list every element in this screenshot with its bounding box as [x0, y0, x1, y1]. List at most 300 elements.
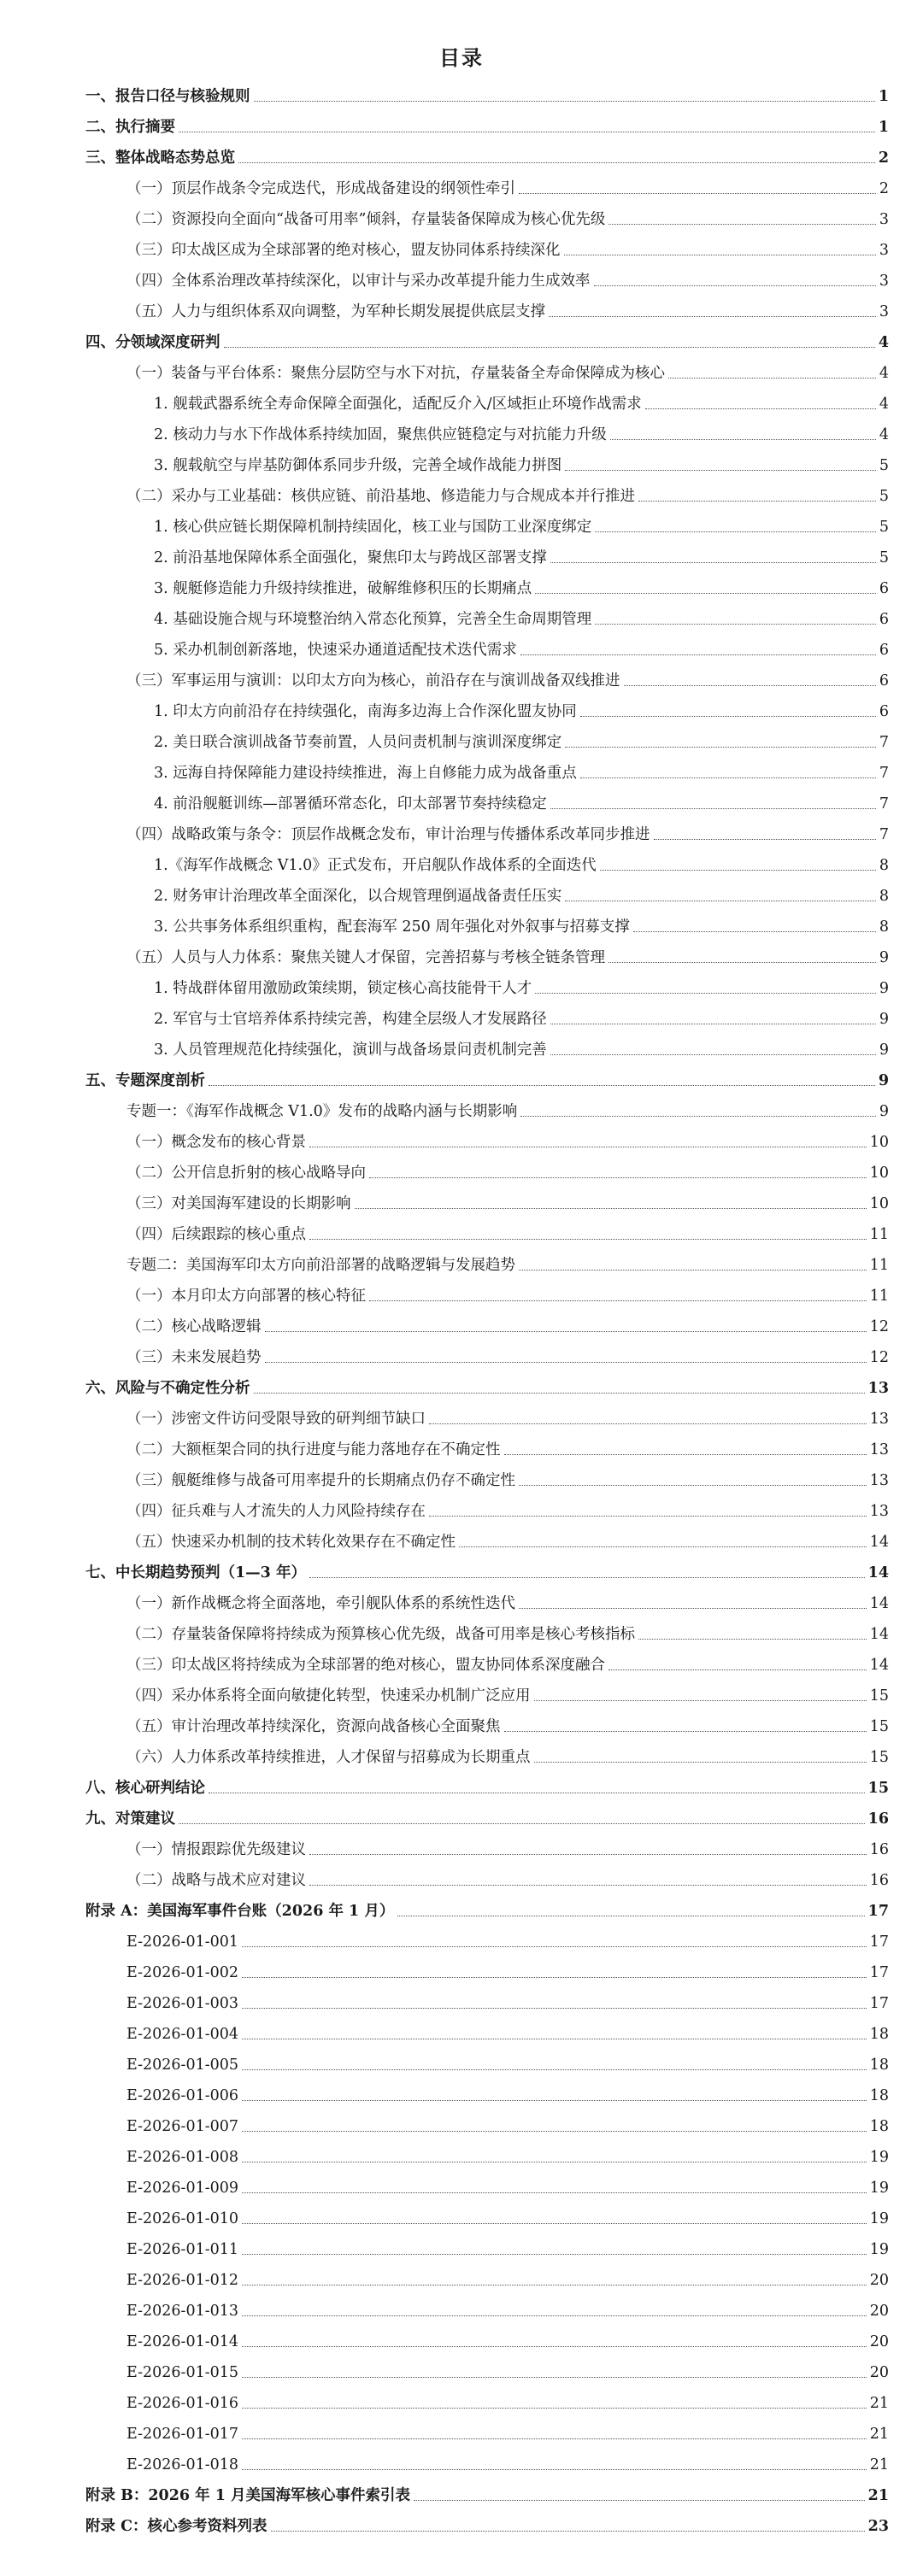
toc-entry-text: （五）快速采办机制的技术转化效果存在不确定性 [126, 1534, 456, 1551]
toc-entry[interactable] [126, 1864, 889, 1890]
toc-entry-text: 2. 财务审计治理改革全面深化，以合规管理倒逼战备责任压实 [154, 888, 562, 905]
toc-entry-page: 14 [869, 1626, 889, 1643]
toc-entry[interactable] [126, 2233, 889, 2259]
toc-entry-page: 18 [869, 2118, 889, 2135]
toc-entry-text: （三）印太战区成为全球部署的绝对核心，盟友协同体系持续深化 [126, 242, 561, 259]
toc-leader-dots [520, 654, 876, 655]
toc-entry-page: 17 [869, 1964, 889, 1981]
toc-entry-text: 附录 A：美国海军事件台账（2026 年 1 月） [85, 1903, 395, 1920]
toc-entry[interactable] [126, 665, 889, 690]
toc-entry-text: 专题二：美国海军印太方向前沿部署的战略逻辑与发展趋势 [126, 1257, 515, 1274]
toc-entry[interactable] [85, 2510, 889, 2536]
toc-leader-dots [535, 993, 876, 994]
toc-entry-text: 2. 美日联合演训战备节奏前置，人员问责机制与演训深度绑定 [154, 734, 562, 751]
toc-entry-page: 2 [879, 180, 889, 197]
toc-entry-text: （四）后续跟踪的核心重点 [126, 1226, 306, 1243]
toc-entry-page: 15 [867, 1780, 889, 1797]
toc-entry-page: 19 [869, 2241, 889, 2258]
toc-entry[interactable] [126, 1157, 889, 1182]
toc-entry[interactable] [126, 2387, 889, 2413]
toc-entry-page: 16 [867, 1810, 889, 1828]
toc-leader-dots [414, 2500, 865, 2501]
toc-entry-page: 9 [879, 980, 889, 997]
toc-entry[interactable] [85, 1065, 889, 1090]
toc-entry[interactable] [85, 80, 889, 106]
toc-entry-page: 9 [879, 1011, 889, 1028]
toc-leader-dots [242, 2100, 867, 2101]
toc-entry-text: 一、报告口径与核验规则 [85, 88, 250, 105]
toc-entry-page: 17 [867, 1903, 889, 1920]
toc-entry[interactable] [126, 1280, 889, 1306]
toc-entry-text: E-2026-01-006 [126, 2087, 239, 2104]
toc-entry-text: E-2026-01-013 [126, 2303, 239, 2320]
toc-entry-page: 12 [869, 1349, 889, 1366]
toc-entry[interactable] [154, 1034, 889, 1059]
toc-entry-text: （二）战略与战术应对建议 [126, 1872, 306, 1889]
toc-entry-text: 四、分领域深度研判 [85, 334, 220, 351]
toc-entry-page: 7 [879, 734, 889, 751]
toc-leader-dots [271, 2531, 865, 2532]
toc-entry-text: E-2026-01-017 [126, 2426, 239, 2443]
toc-entry-page: 7 [879, 826, 889, 843]
toc-entry-text: 1. 印太方向前沿存在持续强化，南海多边海上合作深化盟友协同 [154, 703, 577, 720]
toc-entry[interactable] [85, 1557, 889, 1582]
toc-entry-text: 六、风险与不确定性分析 [85, 1380, 250, 1397]
toc-entry-text: （一）新作战概念将全面落地，牵引舰队体系的系统性迭代 [126, 1595, 515, 1612]
toc-entry-page: 3 [879, 211, 889, 228]
toc-entry[interactable] [126, 1957, 889, 1982]
toc-entry-text: 八、核心研判结论 [85, 1780, 205, 1797]
toc-title: 目录 [439, 45, 484, 70]
toc-entry-page: 6 [879, 703, 889, 720]
toc-entry[interactable] [126, 1095, 889, 1121]
toc-leader-dots [242, 2469, 867, 2470]
toc-entry[interactable] [126, 2418, 889, 2444]
toc-entry-page: 20 [869, 2333, 889, 2350]
toc-leader-dots [638, 1639, 867, 1640]
toc-entry[interactable] [85, 1895, 889, 1921]
toc-leader-dots [369, 1300, 867, 1301]
toc-entry-text: E-2026-01-010 [126, 2210, 239, 2227]
toc-leader-dots [550, 1054, 876, 1055]
toc-leader-dots [608, 962, 876, 963]
toc-entry[interactable] [85, 1372, 889, 1398]
toc-entry[interactable] [154, 726, 889, 752]
toc-entry-page: 5 [879, 519, 889, 536]
toc-entry[interactable] [126, 1341, 889, 1367]
toc-leader-dots [654, 839, 876, 840]
toc-leader-dots [504, 1731, 867, 1732]
toc-entry[interactable] [126, 1218, 889, 1244]
toc-entry[interactable] [154, 419, 889, 444]
toc-leader-dots [309, 1885, 867, 1886]
toc-entry-text: （四）战略政策与条令：顶层作战概念发布，审计治理与传播体系改革同步推进 [126, 826, 650, 843]
toc-entry[interactable] [126, 1649, 889, 1675]
toc-leader-dots [633, 931, 876, 932]
toc-leader-dots [535, 593, 876, 594]
toc-entry[interactable] [154, 449, 889, 475]
toc-entry-text: （三）军事运用与演训：以印太方向为核心，前沿存在与演训战备双线推进 [126, 672, 620, 689]
toc-entry[interactable] [126, 1526, 889, 1552]
toc-entry-page: 19 [869, 2210, 889, 2227]
toc-entry-text: 1. 舰载武器系统全寿命保障全面强化，适配反介入/区域拒止环境作战需求 [154, 396, 642, 413]
toc-entry[interactable] [126, 2356, 889, 2382]
toc-entry-text: E-2026-01-011 [126, 2241, 239, 2258]
toc-entry-page: 16 [869, 1841, 889, 1858]
toc-entry-text: （二）核心战略逻辑 [126, 1318, 262, 1335]
toc-entry[interactable] [126, 203, 889, 229]
toc-leader-dots [238, 162, 875, 163]
toc-entry-text: E-2026-01-015 [126, 2364, 239, 2381]
toc-entry[interactable] [85, 2479, 889, 2505]
toc-entry[interactable] [126, 2141, 889, 2167]
toc-entry[interactable] [85, 326, 889, 352]
toc-entry-text: E-2026-01-012 [126, 2272, 239, 2289]
toc-entry[interactable] [154, 634, 889, 660]
toc-entry-text: （五）人力与组织体系双向调整，为军种长期发展提供底层支撑 [126, 303, 545, 320]
toc-entry-page: 21 [869, 2395, 889, 2412]
toc-entry-text: （五）人员与人力体系：聚焦关键人才保留，完善招募与考核全链条管理 [126, 949, 605, 966]
toc-entry-page: 11 [869, 1257, 889, 1274]
toc-entry-text: （四）全体系治理改革持续深化，以审计与采办改革提升能力生成效率 [126, 273, 591, 290]
toc-entry-text: 4. 前沿舰艇训练—部署循环常态化，印太部署节奏持续稳定 [154, 795, 547, 813]
toc-leader-dots [519, 193, 876, 194]
toc-leader-dots [242, 2438, 867, 2439]
toc-entry-page: 1 [878, 119, 889, 136]
toc-entry[interactable] [126, 2326, 889, 2351]
toc-entry-page: 5 [879, 549, 889, 566]
toc-entry-page: 7 [879, 795, 889, 813]
toc-entry[interactable] [126, 296, 889, 321]
toc-leader-dots [242, 2223, 867, 2224]
toc-entry[interactable] [126, 2203, 889, 2228]
toc-leader-dots [645, 408, 876, 409]
toc-entry-text: E-2026-01-016 [126, 2395, 239, 2412]
toc-entry[interactable] [126, 2295, 889, 2321]
toc-entry-page: 1 [878, 88, 889, 105]
toc-entry-page: 5 [879, 488, 889, 505]
toc-entry[interactable] [126, 1618, 889, 1644]
toc-entry[interactable] [126, 234, 889, 260]
toc-leader-dots [242, 2254, 867, 2255]
toc-entry[interactable] [85, 1772, 889, 1798]
toc-entry[interactable] [126, 1680, 889, 1705]
toc-entry-text: 4. 基础设施合规与环境整治纳入常态化预算，完善全生命周期管理 [154, 611, 592, 628]
toc-leader-dots [550, 808, 876, 809]
toc-leader-dots [504, 1454, 867, 1455]
toc-entry-text: （三）舰艇维修与战备可用率提升的长期痛点仍存不确定性 [126, 1472, 515, 1489]
toc-entry-page: 6 [879, 642, 889, 659]
toc-entry[interactable] [126, 2264, 889, 2290]
toc-entry-page: 13 [869, 1441, 889, 1458]
toc-leader-dots [594, 285, 876, 286]
toc-entry[interactable] [126, 480, 889, 506]
toc-entry-page: 20 [869, 2272, 889, 2289]
toc-entry-text: 专题一：《海军作战概念 V1.0》发布的战略内涵与长期影响 [126, 1103, 518, 1120]
toc-entry[interactable] [85, 142, 889, 167]
toc-entry[interactable] [126, 1926, 889, 1951]
toc-entry-page: 21 [869, 2456, 889, 2473]
toc-entry-text: 七、中长期趋势预判（1—3 年） [85, 1564, 306, 1581]
toc-entry-text: （六）人力体系改革持续推进，人才保留与招募成为长期重点 [126, 1749, 531, 1766]
toc-entry-text: （二）资源投向全面向“战备可用率”倾斜，存量装备保障成为核心优先级 [126, 211, 606, 228]
toc-leader-dots [624, 685, 876, 686]
toc-entry-page: 19 [869, 2180, 889, 2197]
toc-leader-dots [309, 1577, 865, 1578]
toc-entry-text: 1. 特战群体留用激励政策续期，锁定核心高技能骨干人才 [154, 980, 532, 997]
toc-leader-dots [309, 1239, 867, 1240]
toc-entry[interactable] [126, 1403, 889, 1429]
toc-entry-page: 14 [869, 1657, 889, 1674]
toc-entry-page: 10 [869, 1195, 889, 1212]
toc-entry-text: （四）采办体系将全面向敏捷化转型，快速采办机制广泛应用 [126, 1687, 531, 1705]
toc-entry-text: 附录 C：核心参考资料列表 [85, 2518, 267, 2535]
toc-entry[interactable] [154, 603, 889, 629]
toc-leader-dots [519, 1485, 867, 1486]
toc-leader-dots [355, 1208, 867, 1209]
toc-entry-text: 3. 远海自持保障能力建设持续推进，海上自修能力成为战备重点 [154, 765, 577, 782]
toc-entry-text: （四）征兵难与人才流失的人力风险持续存在 [126, 1503, 426, 1520]
toc-leader-dots [519, 1608, 867, 1609]
toc-entry[interactable] [126, 1249, 889, 1275]
toc-entry[interactable] [126, 2172, 889, 2198]
toc-entry-page: 5 [879, 457, 889, 474]
toc-leader-dots [565, 747, 876, 748]
toc-entry[interactable] [154, 695, 889, 721]
toc-entry[interactable] [126, 1434, 889, 1459]
toc-entry-page: 6 [879, 611, 889, 628]
toc-entry-text: 3. 人员管理规范化持续强化，演训与战备场景问责机制完善 [154, 1042, 547, 1059]
toc-entry-page: 3 [879, 242, 889, 259]
toc-leader-dots [459, 1546, 867, 1547]
toc-entry-text: E-2026-01-005 [126, 2057, 239, 2074]
toc-entry-text: （五）审计治理改革持续深化，资源向战备核心全面聚焦 [126, 1718, 501, 1735]
toc-entry-text: （一）装备与平台体系：聚焦分层防空与水下对抗，存量装备全寿命保障成为核心 [126, 365, 665, 382]
toc-leader-dots [242, 2408, 867, 2409]
toc-entry-text: E-2026-01-008 [126, 2149, 239, 2166]
toc-leader-dots [265, 1331, 867, 1332]
toc-entry[interactable] [154, 572, 889, 598]
toc-leader-dots [638, 501, 876, 502]
toc-entry-text: （一）涉密文件访问受限导致的研判细节缺口 [126, 1411, 426, 1428]
toc-entry-page: 12 [869, 1318, 889, 1335]
toc-entry[interactable] [154, 388, 889, 414]
toc-leader-dots [242, 2315, 867, 2316]
toc-entry-text: （三）对美国海军建设的长期影响 [126, 1195, 351, 1212]
toc-entry-page: 8 [879, 888, 889, 905]
toc-entry-text: E-2026-01-001 [126, 1933, 239, 1951]
toc-entry[interactable] [85, 1803, 889, 1828]
toc-entry[interactable] [126, 2110, 889, 2136]
toc-leader-dots [608, 224, 875, 225]
toc-entry-page: 15 [869, 1718, 889, 1735]
toc-entry-page: 13 [869, 1503, 889, 1520]
toc-entry-page: 4 [879, 365, 889, 382]
toc-entry-page: 6 [879, 672, 889, 689]
toc-entry-page: 17 [869, 1995, 889, 2012]
toc-entry-page: 3 [879, 273, 889, 290]
toc-leader-dots [429, 1516, 867, 1517]
toc-entry[interactable] [154, 911, 889, 936]
toc-entry[interactable] [126, 1495, 889, 1521]
toc-leader-dots [265, 1362, 867, 1363]
toc-entry-page: 15 [869, 1749, 889, 1766]
toc-entry-text: （一）概念发布的核心背景 [126, 1134, 306, 1151]
toc-leader-dots [242, 1946, 867, 1947]
toc-entry-page: 16 [869, 1872, 889, 1889]
toc-entry-text: （一）顶层作战条令完成迭代，形成战备建设的纲领性牵引 [126, 180, 515, 197]
toc-entry-page: 10 [869, 1134, 889, 1151]
toc-entry[interactable] [126, 2049, 889, 2074]
toc-entry[interactable] [126, 1126, 889, 1152]
toc-leader-dots [429, 1423, 867, 1424]
toc-entry[interactable] [154, 511, 889, 537]
toc-entry-text: （三）印太战区将持续成为全球部署的绝对核心，盟友协同体系深度融合 [126, 1657, 605, 1674]
toc-entry-text: （二）存量装备保障将持续成为预算核心优先级，战备可用率是核心考核指标 [126, 1626, 635, 1643]
toc-leader-dots [534, 1762, 867, 1763]
toc-leader-dots [534, 1700, 867, 1701]
toc-leader-dots [600, 870, 876, 871]
toc-leader-dots [595, 531, 876, 532]
toc-entry-page: 17 [869, 1933, 889, 1951]
toc-entry[interactable] [126, 1587, 889, 1613]
toc-entry-page: 3 [879, 303, 889, 320]
toc-entry-text: E-2026-01-009 [126, 2180, 239, 2197]
toc-entry-page: 18 [869, 2026, 889, 2043]
toc-entry[interactable] [126, 2449, 889, 2474]
toc-entry-page: 20 [869, 2364, 889, 2381]
toc-entry[interactable] [154, 1003, 889, 1029]
toc-entry[interactable] [126, 1834, 889, 1859]
toc-entry[interactable] [154, 788, 889, 813]
toc-leader-dots [242, 1977, 867, 1978]
toc-entry[interactable] [154, 880, 889, 906]
toc-entry-page: 4 [878, 334, 889, 351]
toc-entry-page: 20 [869, 2303, 889, 2320]
toc-entry-page: 8 [879, 857, 889, 874]
toc-leader-dots [242, 2377, 867, 2378]
toc-entry-page: 21 [867, 2487, 889, 2504]
toc-entry-page: 7 [879, 765, 889, 782]
toc-entry-text: 3. 舰艇修造能力升级持续推进，破解维修积压的长期痛点 [154, 580, 532, 597]
toc-entry-text: E-2026-01-014 [126, 2333, 239, 2350]
toc-entry-text: （二）大额框架合同的执行进度与能力落地存在不确定性 [126, 1441, 501, 1458]
toc-entry-page: 14 [867, 1564, 889, 1581]
toc-entry-text: （一）情报跟踪优先级建议 [126, 1841, 306, 1858]
toc-entry-text: 2. 前沿基地保障体系全面强化，聚焦印太与跨战区部署支撑 [154, 549, 547, 566]
toc-entry[interactable] [154, 757, 889, 783]
toc-entry-text: 三、整体战略态势总览 [85, 150, 235, 167]
toc-entry[interactable] [126, 1188, 889, 1213]
toc-entry-page: 21 [869, 2426, 889, 2443]
toc-leader-dots [242, 2346, 867, 2347]
toc-entry[interactable] [126, 173, 889, 198]
toc-entry-page: 11 [869, 1226, 889, 1243]
toc-entry-text: 附录 B：2026 年 1 月美国海军核心事件索引表 [85, 2487, 411, 2504]
toc-entry-page: 13 [869, 1411, 889, 1428]
toc-leader-dots [608, 1669, 867, 1670]
toc-entry-text: 1. 核心供应链长期保障机制持续固化，核工业与国防工业深度绑定 [154, 519, 592, 536]
toc-entry-page: 15 [869, 1687, 889, 1705]
toc-entry[interactable] [126, 942, 889, 967]
toc-leader-dots [209, 1085, 875, 1086]
toc-leader-dots [520, 1116, 876, 1117]
toc-entry-page: 9 [879, 1042, 889, 1059]
toc-entry-page: 13 [867, 1380, 889, 1397]
toc-leader-dots [580, 716, 876, 717]
toc-entry[interactable] [126, 1464, 889, 1490]
toc-entry-page: 9 [878, 1072, 889, 1089]
toc-entry[interactable] [154, 542, 889, 567]
toc-entry-page: 6 [879, 580, 889, 597]
toc-leader-dots [242, 2131, 867, 2132]
toc-entry-page: 13 [869, 1472, 889, 1489]
toc-entry-page: 11 [869, 1288, 889, 1305]
toc-entry-page: 9 [879, 1103, 889, 1120]
toc-leader-dots [565, 470, 876, 471]
toc-entry-text: E-2026-01-003 [126, 1995, 239, 2012]
toc-entry-page: 2 [878, 150, 889, 167]
toc-entry-text: 2. 军官与士官培养体系持续完善，构建全层级人才发展路径 [154, 1011, 547, 1028]
toc-leader-dots [254, 1393, 865, 1394]
toc-entry-page: 18 [869, 2057, 889, 2074]
toc-entry-text: 1.《海军作战概念 V1.0》正式发布，开启舰队作战体系的全面迭代 [154, 857, 597, 874]
toc-entry[interactable] [126, 1311, 889, 1336]
toc-entry[interactable] [126, 357, 889, 383]
toc-entry[interactable] [126, 265, 889, 290]
toc-entry-text: （三）未来发展趋势 [126, 1349, 262, 1366]
toc-entry-text: 2. 核动力与水下作战体系持续加固，聚焦供应链稳定与对抗能力升级 [154, 426, 607, 443]
toc-leader-dots [242, 2285, 867, 2286]
toc-entry-text: E-2026-01-002 [126, 1964, 239, 1981]
toc-entry[interactable] [126, 819, 889, 844]
toc-entry[interactable] [126, 2080, 889, 2105]
toc-entry-text: 五、专题深度剖析 [85, 1072, 205, 1089]
toc-entry[interactable] [85, 111, 889, 137]
toc-leader-dots [580, 777, 876, 778]
toc-leader-dots [369, 1177, 867, 1178]
toc-entry-page: 9 [879, 949, 889, 966]
toc-entry-text: 九、对策建议 [85, 1810, 175, 1828]
toc-entry-page: 8 [879, 918, 889, 936]
toc-leader-dots [254, 101, 875, 102]
toc-leader-dots [242, 2069, 867, 2070]
toc-entry-text: E-2026-01-004 [126, 2026, 239, 2043]
toc-entry[interactable] [126, 2018, 889, 2044]
toc-entry-text: E-2026-01-007 [126, 2118, 239, 2135]
toc-leader-dots [179, 1823, 865, 1824]
toc-entry-page: 14 [869, 1534, 889, 1551]
toc-entry-text: 5. 采办机制创新落地，快速采办通道适配技术迭代需求 [154, 642, 517, 659]
toc-leader-dots [224, 347, 875, 348]
toc-entry-page: 18 [869, 2087, 889, 2104]
toc-entry-page: 4 [879, 426, 889, 443]
toc-entry[interactable] [154, 972, 889, 998]
toc-entry[interactable] [126, 1987, 889, 2013]
toc-entry[interactable] [126, 1710, 889, 1736]
toc-entry[interactable] [154, 849, 889, 875]
toc-entry-text: 二、执行摘要 [85, 119, 175, 136]
toc-entry-page: 14 [869, 1595, 889, 1612]
toc-entry-text: 3. 舰载航空与岸基防御体系同步升级，完善全域作战能力拼图 [154, 457, 562, 474]
toc-entry-page: 4 [879, 396, 889, 413]
toc-leader-dots [242, 2192, 867, 2193]
toc-leader-dots [610, 439, 876, 440]
toc-entry[interactable] [126, 1741, 889, 1767]
toc-entry-text: 3. 公共事务体系组织重构，配套海军 250 周年强化对外叙事与招募支撑 [154, 918, 630, 936]
toc-entry-page: 19 [869, 2149, 889, 2166]
toc-entry-text: （二）采办与工业基础：核供应链、前沿基地、修造能力与合规成本并行推进 [126, 488, 635, 505]
